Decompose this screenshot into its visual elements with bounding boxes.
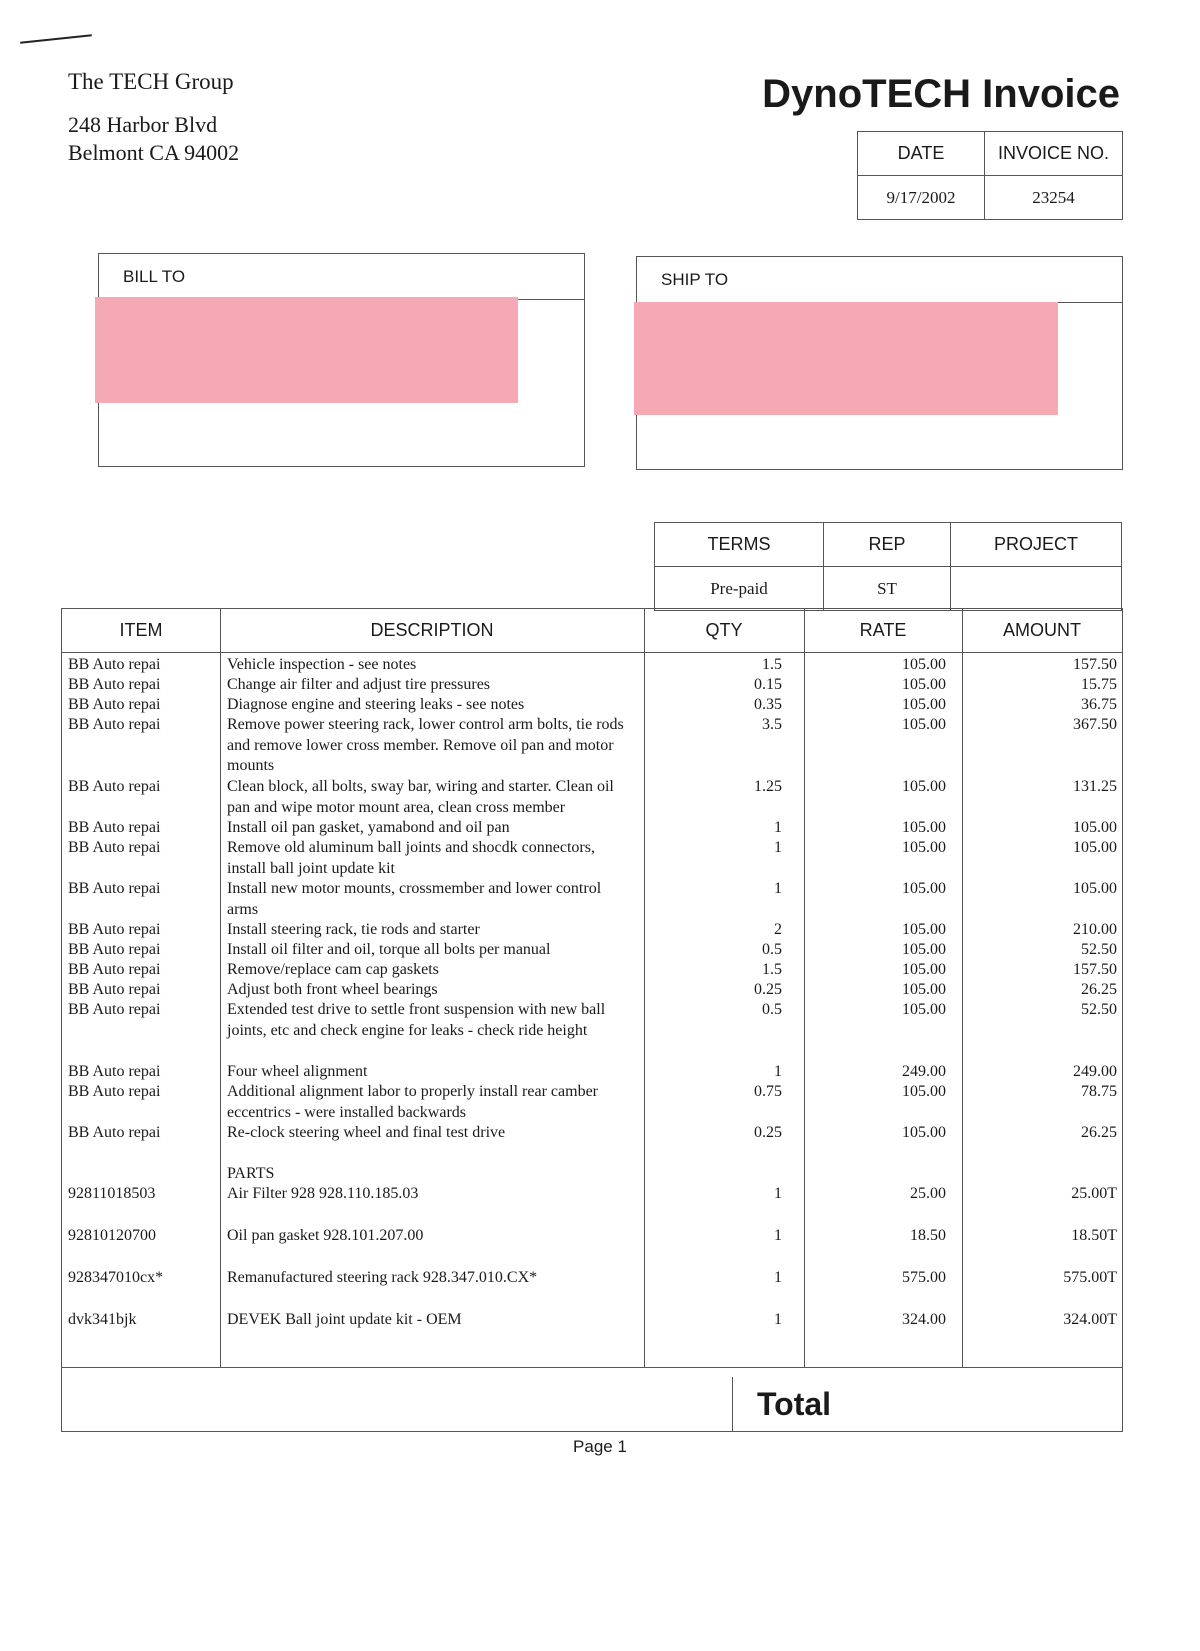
description-cell: Additional alignment labor to properly install rear camber eccentrics - were installed backwards (227, 1083, 598, 1121)
qty-cell: 1 (774, 1063, 782, 1080)
rate-cell: 105.00 (902, 676, 946, 693)
column-header-rate: RATE (859, 620, 907, 640)
terms-value: Pre-paid (655, 567, 824, 611)
item-cell: 928347010cx* (68, 1269, 164, 1286)
amount-cell: 367.50 (1073, 716, 1117, 733)
company-address-line1: 248 Harbor Blvd (68, 112, 218, 137)
item-cell: BB Auto repai (68, 839, 161, 856)
qty-cell: 1.25 (754, 778, 782, 795)
amount-cell: 131.25 (1073, 778, 1117, 795)
item-cell: BB Auto repai (68, 1063, 161, 1080)
item-cell: BB Auto repai (68, 656, 161, 673)
rate-cell: 249.00 (902, 1063, 946, 1080)
amount-cell: 249.00 (1073, 1063, 1117, 1080)
company-name: The TECH Group (68, 69, 234, 94)
item-cell: BB Auto repai (68, 819, 161, 836)
item-cell: BB Auto repai (68, 778, 161, 795)
description-cell: Remove old aluminum ball joints and shocdk connectors, install ball joint update kit (227, 839, 595, 877)
line-items-table (61, 608, 1123, 1432)
description-cell: Re-clock steering wheel and final test drive (227, 1124, 506, 1141)
item-cell: BB Auto repai (68, 941, 161, 958)
description-cell: Air Filter 928 928.110.185.03 (227, 1185, 419, 1202)
rate-cell: 105.00 (902, 656, 946, 673)
amount-cell: 105.00 (1073, 839, 1117, 856)
qty-cell: 0.5 (762, 941, 782, 958)
qty-cell: 0.35 (754, 696, 782, 713)
description-cell: Four wheel alignment (227, 1063, 368, 1080)
description-cell: Diagnose engine and steering leaks - see notes (227, 696, 525, 713)
item-cell: 92810120700 (68, 1227, 156, 1244)
amount-cell: 105.00 (1073, 819, 1117, 836)
column-header-qty: QTY (705, 620, 743, 640)
invoice-no-value: 23254 (985, 176, 1123, 220)
date-label: DATE (858, 132, 985, 176)
description-cell: Vehicle inspection - see notes (227, 656, 417, 673)
amount-cell: 15.75 (1081, 676, 1117, 693)
description-cell: Remove power steering rack, lower control arm bolts, tie rods and remove lower cross member. Remove oil pan and motor mounts (227, 716, 624, 774)
description-cell: PARTS (227, 1165, 275, 1182)
bill-to-redaction (95, 297, 518, 403)
amount-cell: 18.50T (1071, 1227, 1117, 1244)
qty-cell: 1 (774, 819, 782, 836)
amount-cell: 26.25 (1081, 1124, 1117, 1141)
qty-cell: 0.75 (754, 1083, 782, 1100)
description-cell: DEVEK Ball joint update kit - OEM (227, 1311, 462, 1328)
item-cell: BB Auto repai (68, 716, 161, 733)
terms-table (654, 522, 1122, 611)
amount-cell: 26.25 (1081, 981, 1117, 998)
item-cell: 92811018503 (68, 1185, 156, 1202)
item-cell: dvk341bjk (68, 1311, 137, 1328)
item-cell: BB Auto repai (68, 1083, 161, 1100)
rate-cell: 575.00 (902, 1269, 946, 1286)
amount-cell: 52.50 (1081, 941, 1117, 958)
description-cell: Adjust both front wheel bearings (227, 981, 438, 998)
rate-cell: 105.00 (902, 1001, 946, 1018)
rate-cell: 105.00 (902, 941, 946, 958)
item-cell: BB Auto repai (68, 981, 161, 998)
amount-cell: 36.75 (1081, 696, 1117, 713)
item-cell: BB Auto repai (68, 676, 161, 693)
description-cell: Extended test drive to settle front suspension with new ball joints, etc and check engine for leaks - check ride height (227, 1001, 606, 1039)
rate-cell: 105.00 (902, 716, 946, 733)
rate-cell: 105.00 (902, 819, 946, 836)
item-cell: BB Auto repai (68, 921, 161, 938)
bill-to-label: BILL TO (99, 254, 584, 300)
qty-cell: 1 (774, 839, 782, 856)
rate-cell: 105.00 (902, 921, 946, 938)
description-cell: Remanufactured steering rack 928.347.010.CX* (227, 1269, 538, 1286)
description-cell: Install oil filter and oil, torque all bolts per manual (227, 941, 551, 958)
amount-cell: 575.00T (1063, 1269, 1117, 1286)
project-value (951, 567, 1122, 611)
description-cell: Install oil pan gasket, yamabond and oil pan (227, 819, 510, 836)
description-cell: Install new motor mounts, crossmember and lower control arms (227, 880, 602, 918)
amount-cell: 78.75 (1081, 1083, 1117, 1100)
item-cell: BB Auto repai (68, 1124, 161, 1141)
invoice-meta-table (857, 131, 1123, 220)
rate-cell: 105.00 (902, 696, 946, 713)
rate-cell: 324.00 (902, 1311, 946, 1328)
column-header-amount: AMOUNT (1003, 620, 1081, 640)
rate-cell: 105.00 (902, 880, 946, 897)
description-cell: Change air filter and adjust tire pressures (227, 676, 491, 693)
qty-cell: 0.25 (754, 981, 782, 998)
description-cell: Oil pan gasket 928.101.207.00 (227, 1227, 424, 1244)
description-cell: Remove/replace cam cap gaskets (227, 961, 439, 978)
rate-cell: 105.00 (902, 1124, 946, 1141)
item-cell: BB Auto repai (68, 696, 161, 713)
qty-cell: 1 (774, 1227, 782, 1244)
total-label: Total (732, 1377, 992, 1431)
amount-cell: 157.50 (1073, 961, 1117, 978)
amount-cell: 157.50 (1073, 656, 1117, 673)
description-cell: Install steering rack, tie rods and starter (227, 921, 480, 938)
amount-cell: 52.50 (1081, 1001, 1117, 1018)
qty-cell: 0.15 (754, 676, 782, 693)
amount-cell: 25.00T (1071, 1185, 1117, 1202)
qty-cell: 3.5 (762, 716, 782, 733)
page-number: Page 1 (573, 1437, 627, 1456)
rate-cell: 18.50 (910, 1227, 946, 1244)
amount-cell: 210.00 (1073, 921, 1117, 938)
qty-cell: 1.5 (762, 961, 782, 978)
qty-cell: 1 (774, 1311, 782, 1328)
rep-label: REP (824, 523, 951, 567)
qty-cell: 0.5 (762, 1001, 782, 1018)
invoice-no-label: INVOICE NO. (985, 132, 1123, 176)
pen-stroke (20, 34, 92, 44)
rate-cell: 105.00 (902, 1083, 946, 1100)
ship-to-label: SHIP TO (637, 257, 1122, 303)
ship-to-redaction (634, 302, 1058, 415)
date-value: 9/17/2002 (858, 176, 985, 220)
rate-cell: 105.00 (902, 778, 946, 795)
rate-cell: 105.00 (902, 839, 946, 856)
qty-cell: 2 (774, 921, 782, 938)
rate-cell: 105.00 (902, 961, 946, 978)
company-address-line2: Belmont CA 94002 (68, 140, 240, 165)
rate-cell: 105.00 (902, 981, 946, 998)
item-cell: BB Auto repai (68, 1001, 161, 1018)
qty-cell: 1 (774, 1269, 782, 1286)
item-cell: BB Auto repai (68, 961, 161, 978)
terms-label: TERMS (655, 523, 824, 567)
qty-cell: 1 (774, 880, 782, 897)
qty-cell: 1 (774, 1185, 782, 1202)
item-cell: BB Auto repai (68, 880, 161, 897)
project-label: PROJECT (951, 523, 1122, 567)
rate-cell: 25.00 (910, 1185, 946, 1202)
column-header-item: ITEM (119, 620, 163, 640)
description-cell: Clean block, all bolts, sway bar, wiring and starter. Clean oil pan and wipe motor mount area, clean cross member (227, 778, 614, 816)
amount-cell: 324.00T (1063, 1311, 1117, 1328)
column-header-description: DESCRIPTION (370, 620, 494, 640)
rep-value: ST (824, 567, 951, 611)
invoice-title: DynoTECH Invoice (762, 72, 1120, 116)
qty-cell: 1.5 (762, 656, 782, 673)
qty-cell: 0.25 (754, 1124, 782, 1141)
amount-cell: 105.00 (1073, 880, 1117, 897)
